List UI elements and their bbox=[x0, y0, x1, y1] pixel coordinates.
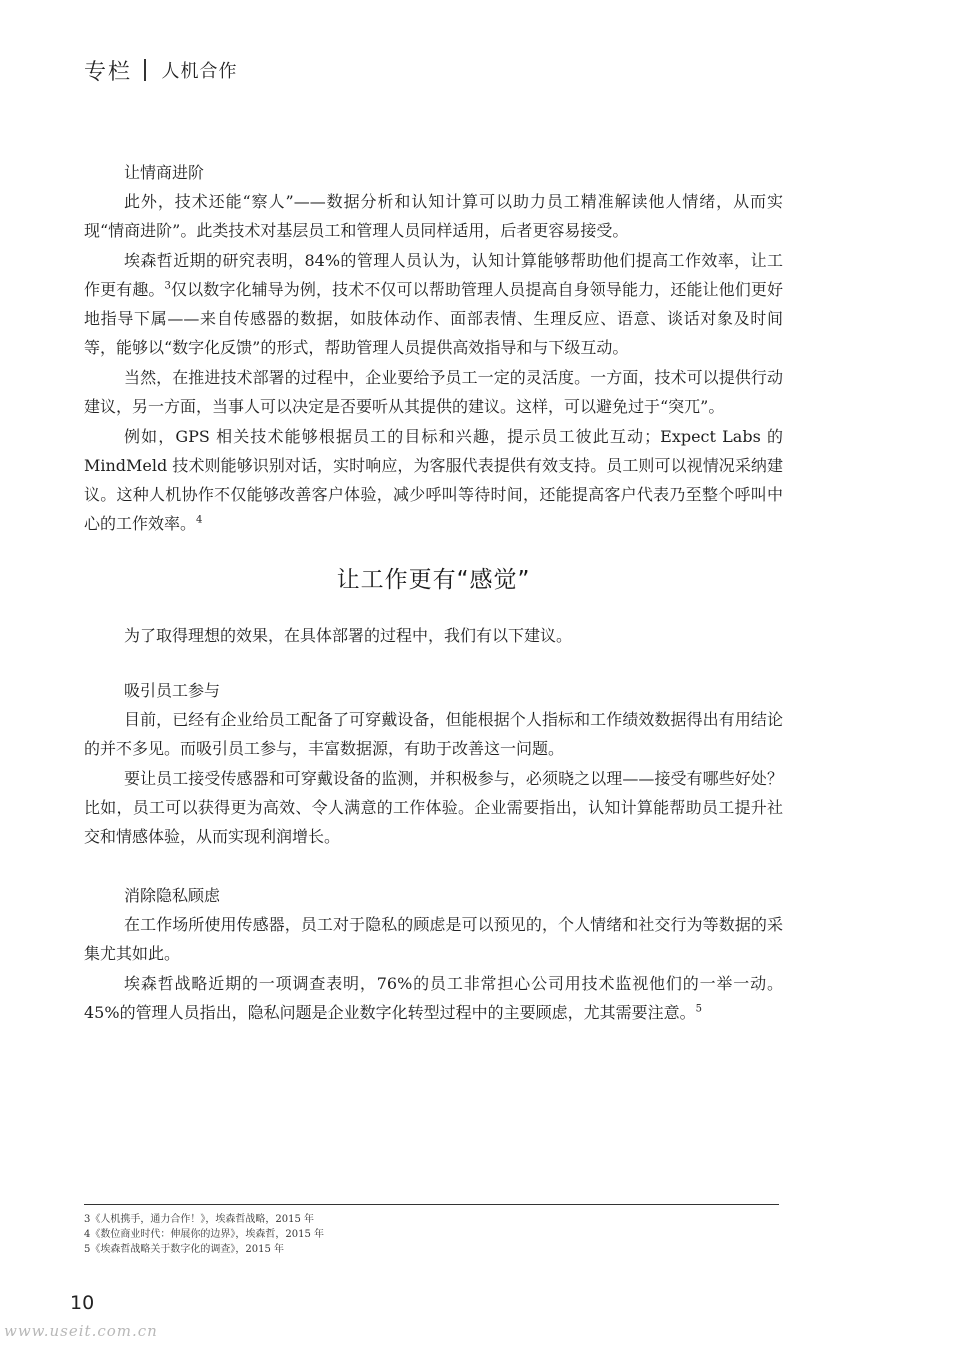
subheading-engage: 吸引员工参与 bbox=[124, 681, 221, 700]
watermark: www.useit.com.cn bbox=[4, 1322, 158, 1340]
paragraph-text: 例如，GPS 相关技术能够根据员工的目标和兴趣，提示员工彼此互动；Expect Labs 的 MindMeld 技术则能够识别对话，实时响应，为客服代表提供有效支持。员工则可以视情况采纳建议。这种人机协作不仅能够改善客户体验，减少呼叫等待时间，还能提高客户代表乃至整个呼叫中心的工作效率。 bbox=[84, 427, 783, 533]
paragraph-text: 埃森哲近期的研究表明，84%的管理人员认为，认知计算能够帮助他们提高工作效率，让工作更有趣。 bbox=[84, 251, 783, 299]
paragraph: 在工作场所使用传感器，员工对于隐私的顾虑是可以预见的，个人情绪和社交行为等数据的采集尤其如此。 bbox=[84, 915, 783, 963]
page-number: 10 bbox=[70, 1292, 95, 1314]
column-topic: 人机合作 bbox=[161, 61, 238, 82]
footnotes bbox=[84, 1212, 779, 1257]
paragraph: 当然，在推进技术部署的过程中，企业要给予员工一定的灵活度。一方面，技术可以提供行动建议，另一方面，当事人可以决定是否要听从其提供的建议。这样，可以避免过于“突兀”。 bbox=[84, 368, 783, 416]
header-divider bbox=[144, 59, 146, 81]
paragraph: 目前，已经有企业给员工配备了可穿戴设备，但能根据个人指标和工作绩效数据得出有用结论的并不多见。而吸引员工参与，丰富数据源，有助于改善这一问题。 bbox=[84, 710, 783, 758]
footnote: 5《埃森哲战略关于数字化的调查》，2015 年 bbox=[84, 1244, 284, 1255]
section-title: 让工作更有“感觉” bbox=[336, 567, 531, 593]
footnote-divider bbox=[84, 1204, 779, 1205]
footnote-ref: 5 bbox=[695, 1003, 702, 1015]
paragraph bbox=[84, 969, 783, 1027]
paragraph: 为了取得理想的效果，在具体部署的过程中，我们有以下建议。 bbox=[124, 626, 573, 645]
spacer bbox=[84, 650, 783, 676]
footnote-ref: 3 bbox=[164, 280, 171, 292]
running-header bbox=[84, 54, 238, 86]
paragraph bbox=[84, 422, 783, 538]
paragraph-text: 埃森哲战略近期的一项调查表明，76%的员工非常担心公司用技术监视他们的一举一动。45%的管理人员指出，隐私问题是企业数字化转型过程中的主要顾虑，尤其需要注意。 bbox=[84, 974, 783, 1022]
paragraph: 要让员工接受传感器和可穿戴设备的监测，并积极参与，必须晓之以理——接受有哪些好处？比如，员工可以获得更为高效、令人满意的工作体验。企业需要指出，认知计算能帮助员工提升社交和情感体验，从而实现利润增长。 bbox=[84, 769, 783, 846]
article-body bbox=[84, 158, 783, 1027]
paragraph bbox=[84, 246, 783, 362]
subheading-eq: 让情商进阶 bbox=[124, 163, 205, 182]
subheading-privacy: 消除隐私顾虑 bbox=[124, 886, 221, 905]
spacer bbox=[84, 851, 783, 881]
paragraph: 此外，技术还能“察人”——数据分析和认知计算可以助力员工精准解读他人情绪，从而实现“情商进阶”。此类技术对基层员工和管理人员同样适用，后者更容易接受。 bbox=[84, 192, 783, 240]
footnote: 3《人机携手，通力合作！》，埃森哲战略，2015 年 bbox=[84, 1214, 314, 1225]
footnote: 4《数位商业时代：伸展你的边界》，埃森哲，2015 年 bbox=[84, 1229, 324, 1240]
footnote-ref: 4 bbox=[196, 514, 203, 526]
column-label: 专栏 bbox=[84, 59, 133, 85]
paragraph-text: 仅以数字化辅导为例，技术不仅可以帮助管理人员提高自身领导能力，还能让他们更好地指导下属——来自传感器的数据，如肢体动作、面部表情、生理反应、语意、谈话对象及时间等，能够以“数字化反馈”的形式，帮助管理人员提供高效指导和与下级互动。 bbox=[84, 280, 783, 357]
